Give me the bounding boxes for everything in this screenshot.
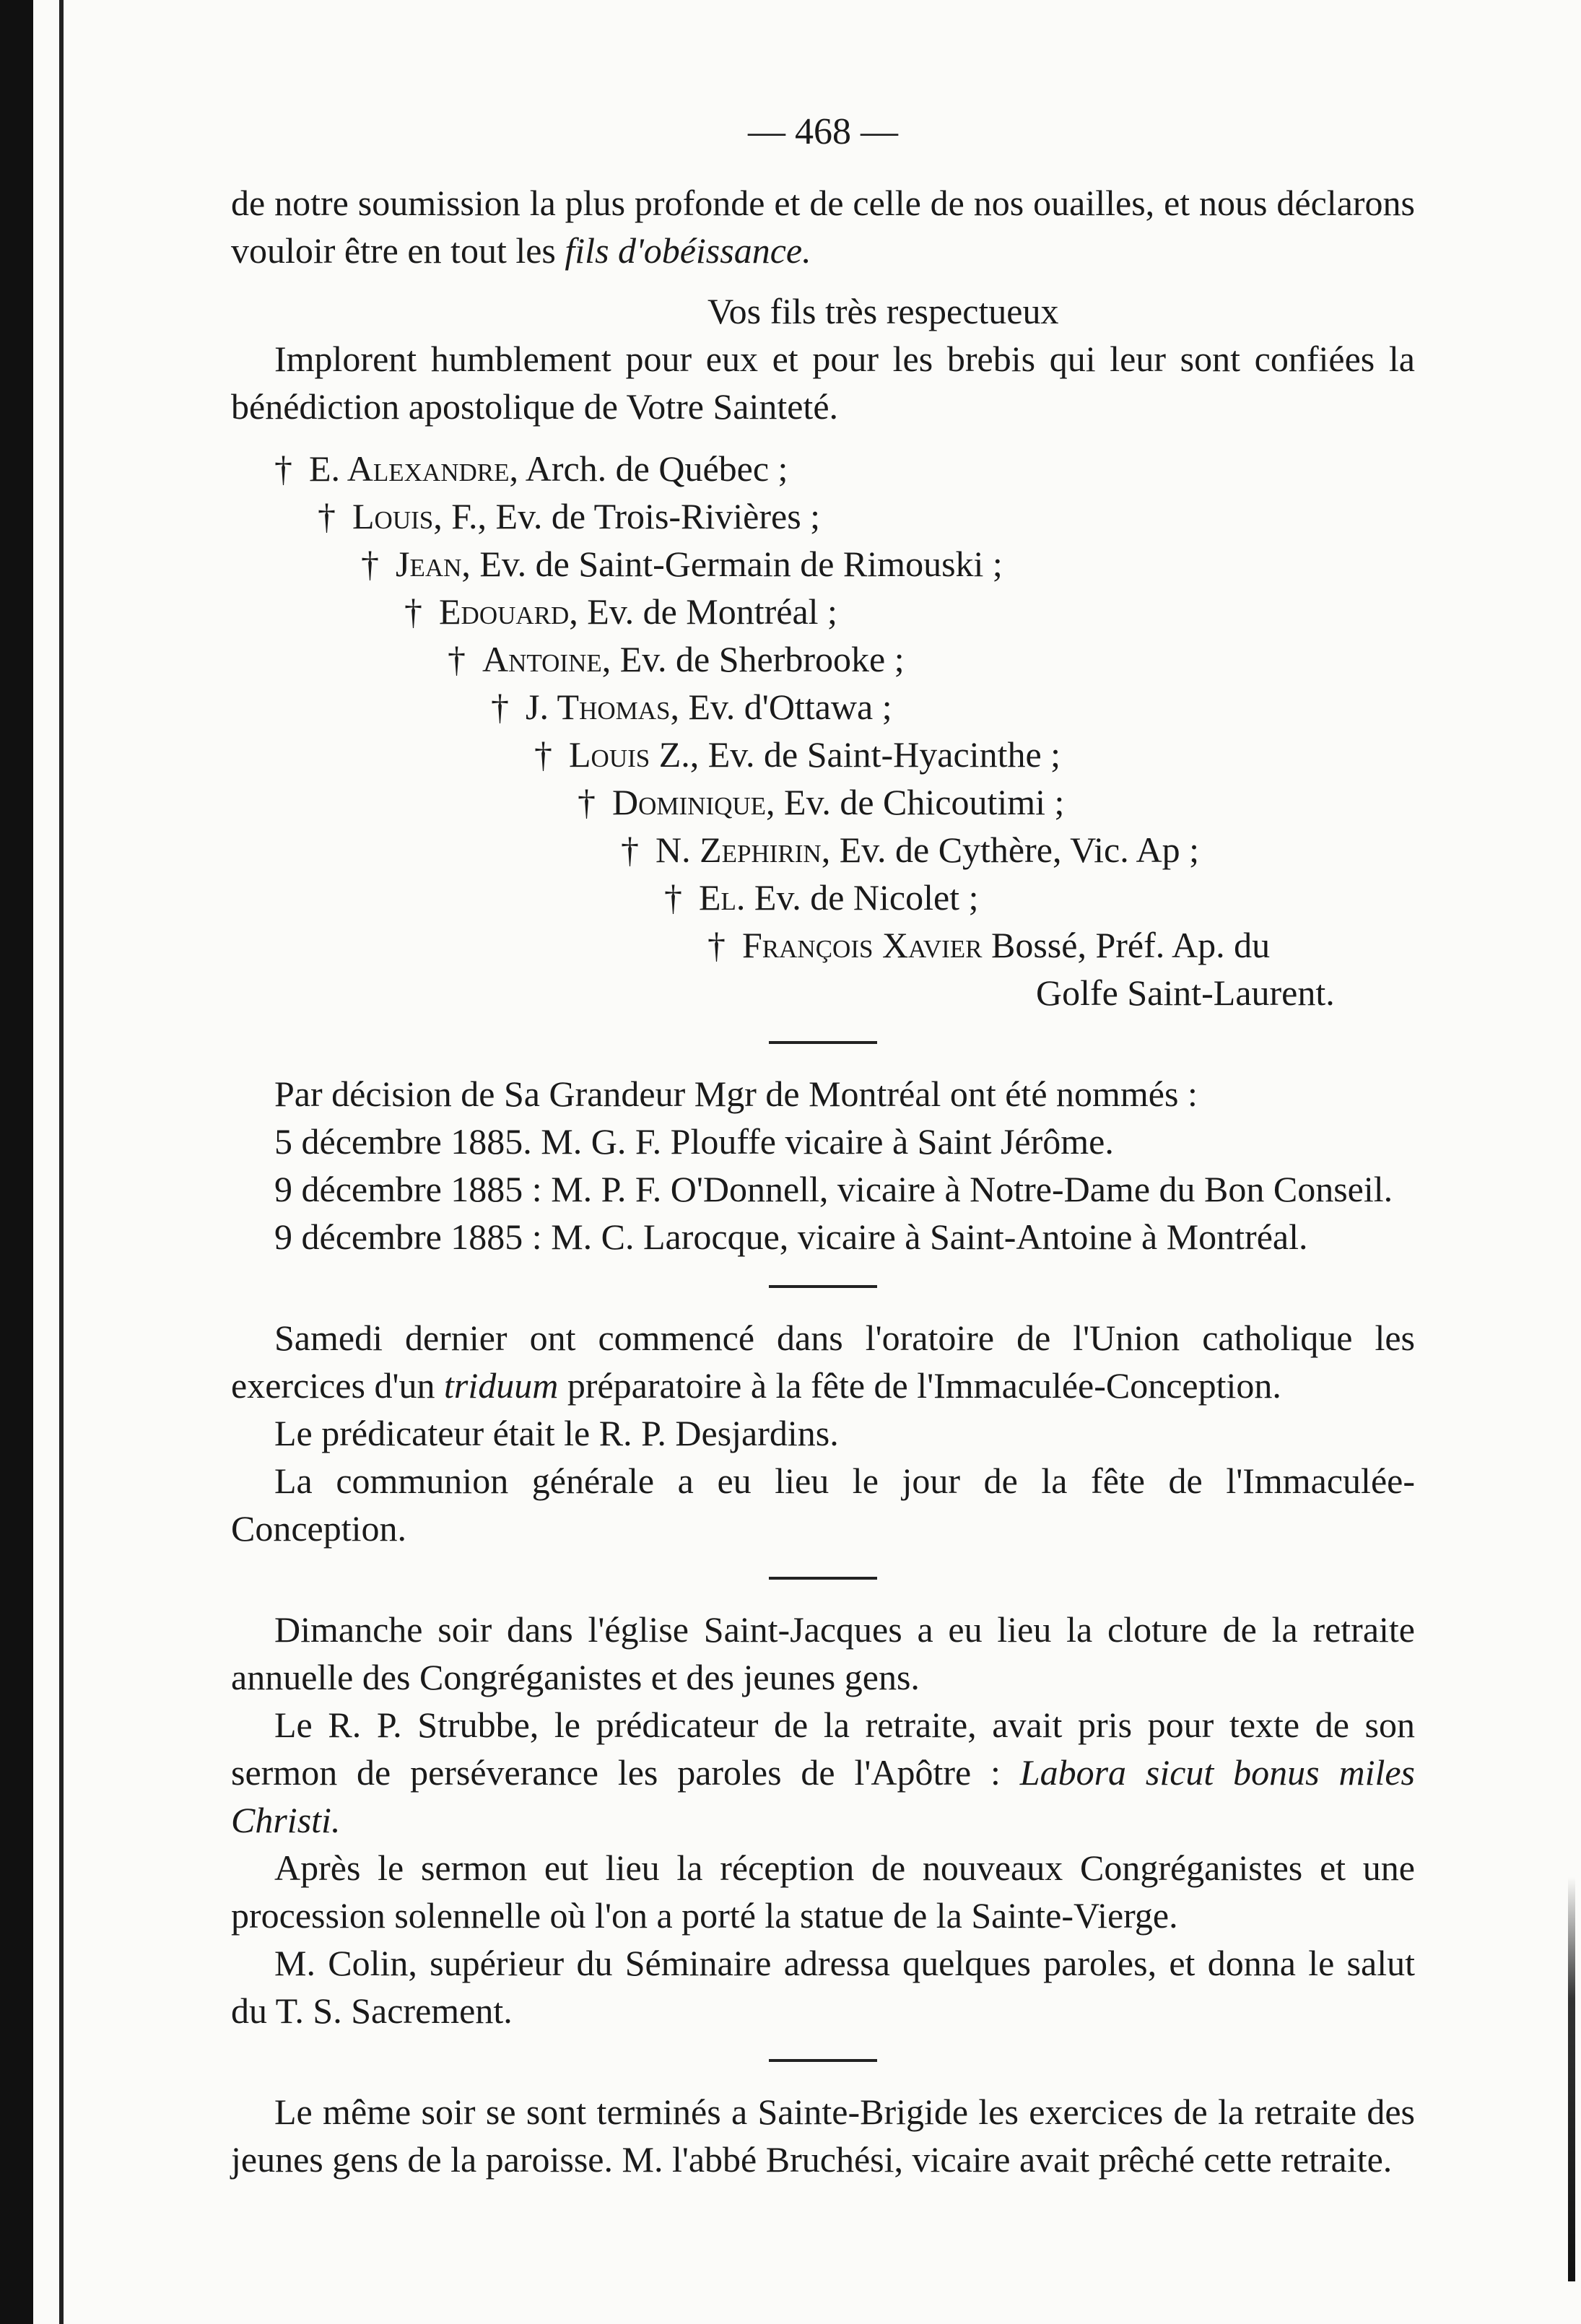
signature <box>231 731 1415 778</box>
signatory-name: Louis, F. <box>352 496 478 536</box>
signature <box>231 635 1415 683</box>
signature-continuation: Golfe Saint-Laurent. <box>1036 972 1335 1013</box>
signature <box>231 921 1415 969</box>
signatory-name: Dominique <box>612 782 767 822</box>
signature <box>231 540 1415 588</box>
signature <box>231 826 1415 874</box>
signatory-title: , Arch. de Québec ; <box>509 448 788 489</box>
retreat-paragraph: Dimanche soir dans l'église Saint-Jacques a eu lieu la cloture de la retraite annuelle des Congréganistes et des jeunes gens. <box>231 1609 1415 1697</box>
sermon-paragraph <box>231 1701 1415 1844</box>
page-number: — 468 — <box>748 111 898 152</box>
opening-text: de notre soumission la plus profonde et de celle de nos ouailles, et nous déclarons vouloir être en tout les <box>231 183 1415 271</box>
sermon-text: Le R. P. Strubbe, le prédicateur de la retraite, avait pris pour texte de son sermon de perséverance les paroles de l'Apôtre : <box>231 1705 1415 1793</box>
cross-icon: † <box>491 687 509 727</box>
signatory-name: Edouard <box>439 591 570 632</box>
signature <box>231 778 1415 826</box>
signatory-title: , Ev. de Chicoutimi ; <box>766 782 1065 822</box>
cross-icon: † <box>274 448 292 489</box>
signatory-name: N. Zephirin <box>656 830 822 870</box>
appointment-item: 9 décembre 1885 : M. P. F. O'Donnell, vicaire à Notre-Dame du Bon Conseil. <box>274 1169 1393 1209</box>
signature-list <box>231 445 1415 1017</box>
preacher-paragraph: Le prédicateur était le R. P. Desjardins. <box>274 1413 839 1453</box>
sermon-quote: Labora sicut bonus miles Christi. <box>231 1752 1415 1840</box>
cross-icon: † <box>664 877 682 918</box>
triduum-paragraph <box>231 1314 1415 1409</box>
salut-paragraph: M. Colin, supérieur du Séminaire adressa quelques paroles, et donna le salut du T. S. Sacrement. <box>231 1943 1415 2031</box>
signatory-title: , Ev. de Cythère, Vic. Ap ; <box>821 830 1199 870</box>
signature <box>231 588 1415 635</box>
page-edge-shadow <box>1568 1877 1575 2281</box>
signatory-title: , Ev. d'Ottawa ; <box>670 687 892 727</box>
closing-request: Implorent humblement pour eux et pour les brebis qui leur sont confiées la bénédiction apostolique de Votre Sainteté. <box>231 339 1415 427</box>
reception-paragraph: Après le sermon eut lieu la réception de nouveaux Congréganistes et une procession solennelle où l'on a porté la statue de la Sainte-Vierge. <box>231 1848 1415 1936</box>
cross-icon: † <box>621 830 639 870</box>
cross-icon: † <box>361 544 379 584</box>
signatory-name: François Xavier <box>742 925 983 965</box>
signatory-name: J. Thomas <box>526 687 671 727</box>
closing-line: Vos fils très respectueux <box>707 291 1059 331</box>
signatory-title: Ev. de Nicolet ; <box>745 877 979 918</box>
cross-icon: † <box>318 496 336 536</box>
appointment-item: 9 décembre 1885 : M. C. Larocque, vicaire à Saint-Antoine à Montréal. <box>274 1217 1308 1257</box>
cross-icon: † <box>707 925 726 965</box>
signature <box>231 492 1415 540</box>
signatory-title: , Ev. de Saint-Germain de Rimouski ; <box>461 544 1003 584</box>
signatory-name: E. Alexandre <box>309 448 510 489</box>
appointments-intro: Par décision de Sa Grandeur Mgr de Montréal ont été nommés : <box>274 1074 1198 1114</box>
page-text <box>231 108 1415 2183</box>
cross-icon: † <box>578 782 596 822</box>
section-divider <box>769 1041 877 1044</box>
signatory-title: , Ev. de Montréal ; <box>569 591 837 632</box>
triduum-italic: triduum <box>443 1365 559 1406</box>
signatory-title: , Ev. de Trois-Rivières ; <box>477 496 821 536</box>
signature <box>231 874 1415 921</box>
binding-line <box>59 0 64 2324</box>
signatory-name: Antoine <box>482 639 602 679</box>
opening-paragraph <box>231 179 1415 274</box>
signature <box>231 445 1415 492</box>
binding-edge <box>0 0 33 2324</box>
opening-italic: fils d'obéissance. <box>565 230 811 271</box>
signatory-name: Jean <box>396 544 462 584</box>
brigide-paragraph: Le même soir se sont terminés a Sainte-Brigide les exercices de la retraite des jeunes gens de la paroisse. M. l'abbé Bruchési, vicaire avait prêché cette retraite. <box>231 2092 1415 2180</box>
signatory-title: Bossé, Préf. Ap. du <box>982 925 1271 965</box>
signatory-name: El. <box>699 877 746 918</box>
signature <box>231 683 1415 731</box>
cross-icon: † <box>404 591 422 632</box>
cross-icon: † <box>534 734 552 775</box>
cross-icon: † <box>448 639 466 679</box>
triduum-text-end: préparatoire à la fête de l'Immaculée-Conception. <box>558 1365 1281 1406</box>
signatory-name: Louis Z. <box>569 734 690 775</box>
section-divider <box>769 1285 877 1288</box>
signatory-title: , Ev. de Saint-Hyacinthe ; <box>689 734 1061 775</box>
signatory-title: , Ev. de Sherbrooke ; <box>601 639 905 679</box>
section-divider <box>769 2059 877 2062</box>
section-divider <box>769 1577 877 1580</box>
appointment-item: 5 décembre 1885. M. G. F. Plouffe vicaire à Saint Jérôme. <box>274 1121 1114 1162</box>
communion-paragraph: La communion générale a eu lieu le jour de la fête de l'Immaculée-Conception. <box>231 1461 1415 1549</box>
triduum-text: Samedi dernier ont commencé dans l'oratoire de l'Union catholique les exercices d'un <box>231 1318 1415 1406</box>
